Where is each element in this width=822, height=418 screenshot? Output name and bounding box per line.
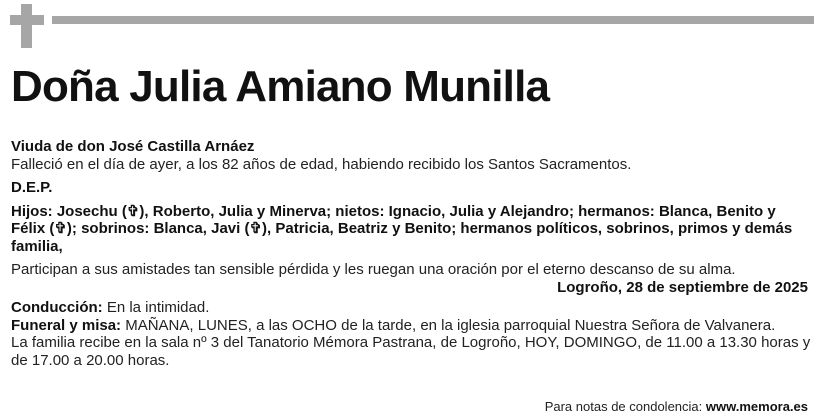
cross-icon — [10, 4, 44, 48]
death-line: Falleció en el día de ayer, a los 82 años de edad, habiendo recibido los Santos Sacramentos. — [11, 155, 632, 173]
footer-site-link[interactable]: www.memora.es — [705, 399, 808, 414]
widow-line: Viuda de don José Castilla Arnáez — [11, 138, 255, 155]
dep-line: D.E.P. — [11, 179, 53, 196]
conduccion-text: En la intimidad. — [102, 299, 210, 316]
condolence-footer — [545, 399, 808, 414]
conduccion-line — [11, 299, 811, 317]
family-list: Hijos: Josechu (✞), Roberto, Julia y Minerva; nietos: Ignacio, Julia y Alejandro; hermanos: Blanca, Benito y Félix (✞); sobrinos: Blanca, Javi (✞), Patricia, Beatriz y Benito; hermanos políticos, sobrinos, primos y demás familia, — [11, 202, 793, 255]
funeral-text: MAÑANA, LUNES, a las OCHO de la tarde, en la iglesia parroquial Nuestra Señora de Valvanera. — [121, 316, 776, 334]
header-rule — [52, 16, 814, 24]
deceased-name: Doña Julia Amiano Munilla — [11, 62, 550, 111]
funeral-label: Funeral y misa: — [11, 316, 122, 334]
footer-text: Para notas de condolencia: — [544, 399, 706, 414]
place-date: Logroño, 28 de septiembre de 2025 — [557, 278, 808, 296]
visiting-line: La familia recibe en la sala nº 3 del Tanatorio Mémora Pastrana, de Logroño, HOY, DOMINGO, de 11.00 a 13.30 horas y de 17.00 a 20.00 horas. — [11, 334, 811, 369]
obituary-body — [11, 138, 811, 369]
conduccion-label: Conducción: — [11, 299, 103, 316]
funeral-line — [11, 317, 811, 335]
invitation-line: Participan a sus amistades tan sensible pérdida y les ruegan una oración por el eterno descanso de su alma. — [11, 261, 736, 278]
